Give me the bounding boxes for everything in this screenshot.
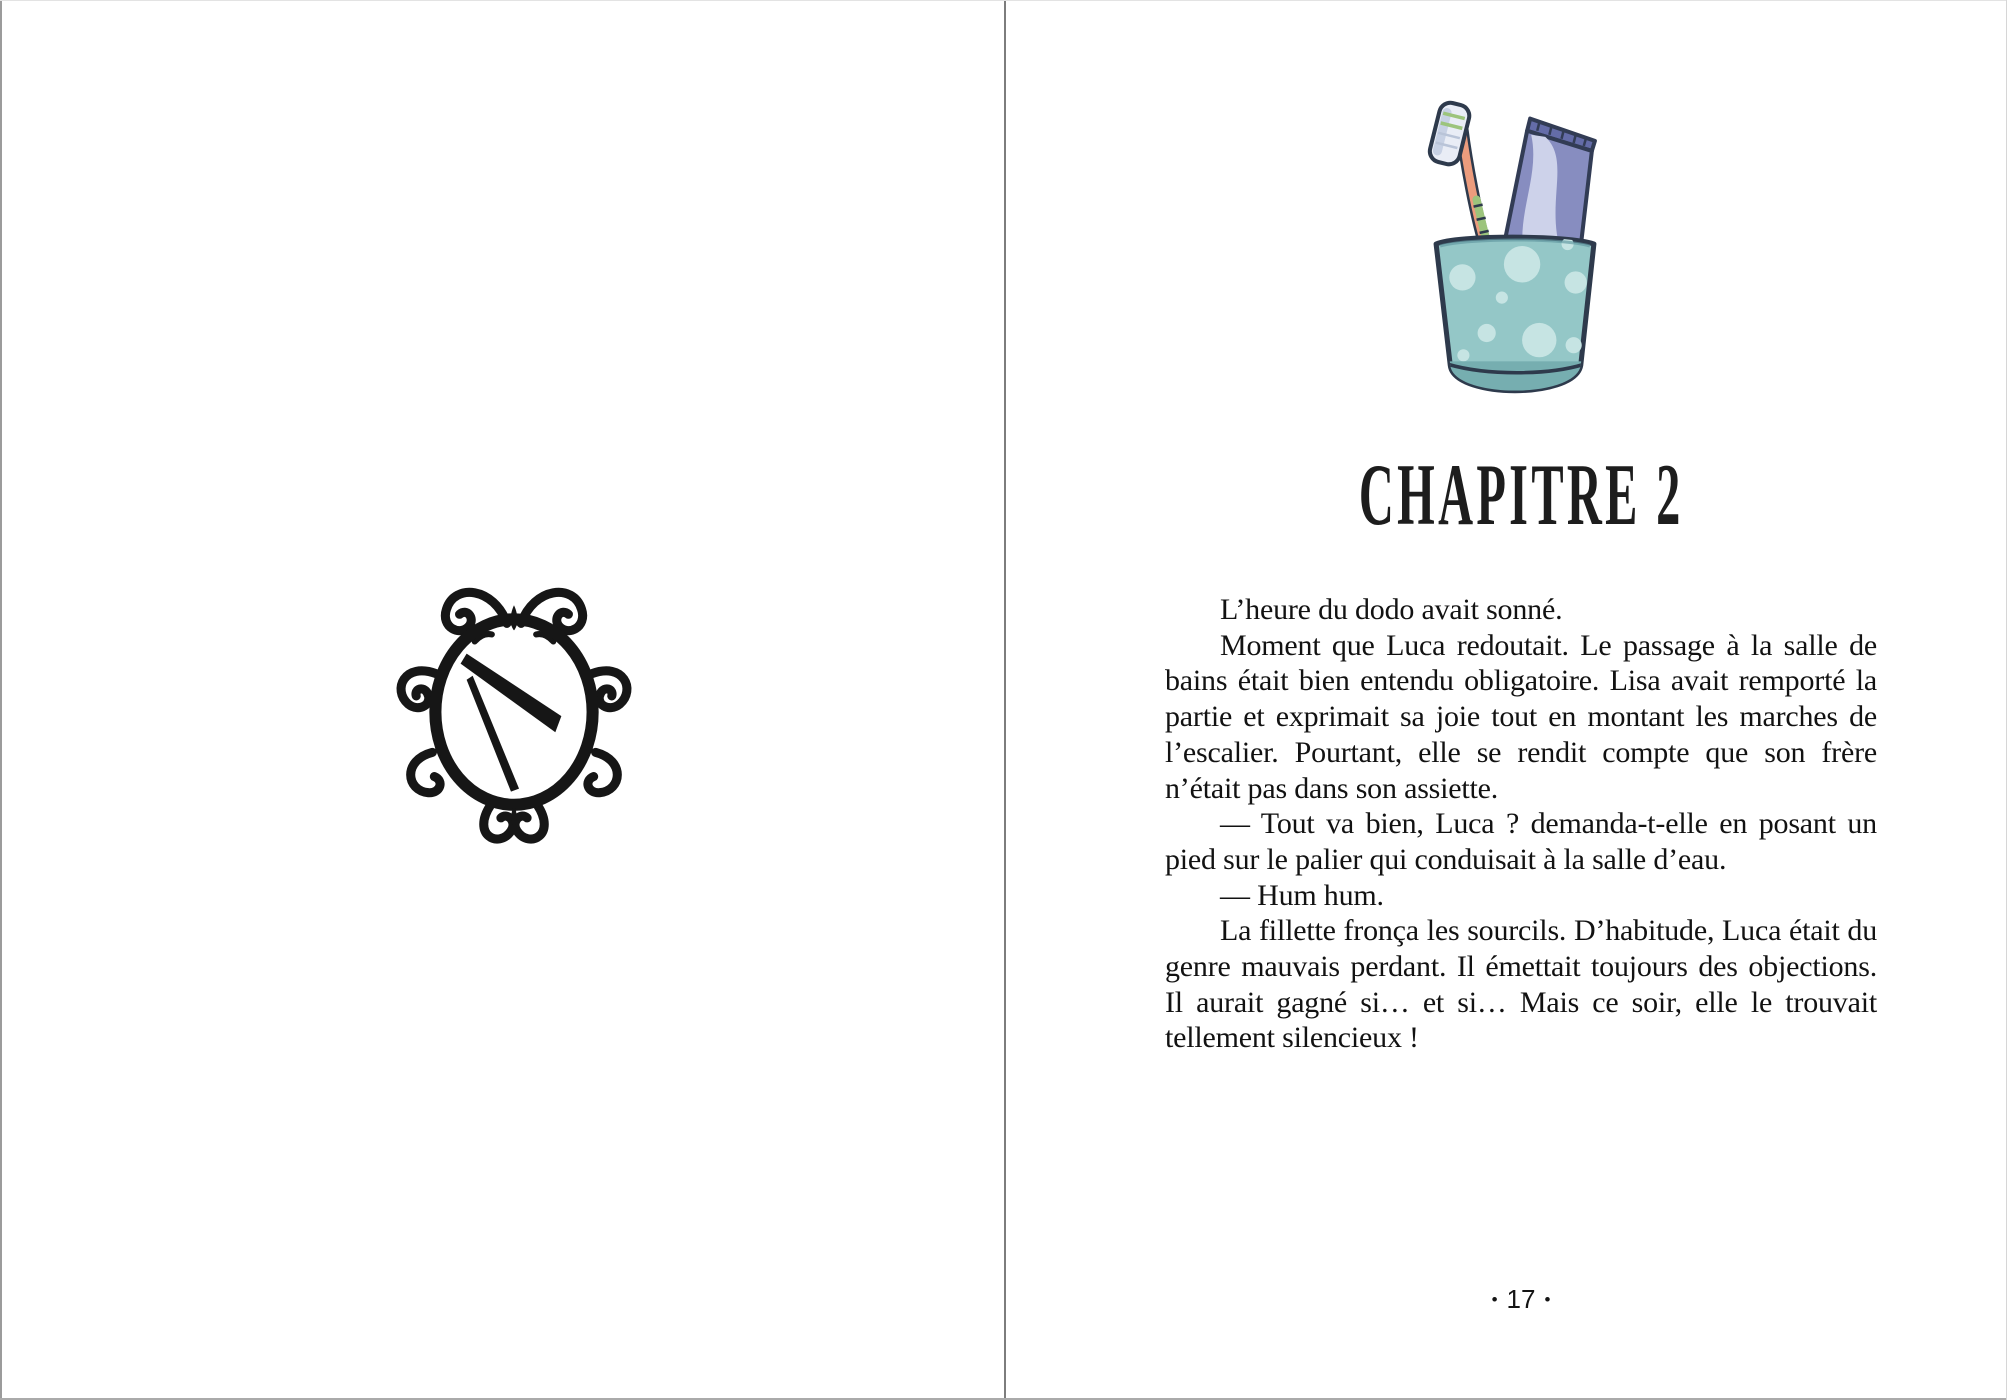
toothbrush-cup-icon — [1426, 90, 1604, 394]
folio-bullet-left: • — [1491, 1289, 1498, 1309]
paragraph: La fillette fronça les sourcils. D’habitude, Luca était du genre mauvais perdant. Il émettait toujours des objections. Il aurait gagné si… et si… Mais ce soir, elle le trouvait tellement silencieux ! — [1165, 914, 1877, 1055]
page-divider — [1004, 0, 1006, 1400]
page-left — [2, 0, 1004, 1400]
paragraph: — Tout va bien, Luca ? demanda-t-elle en posant un pied sur le palier qui conduisait à la salle d’eau. — [1165, 807, 1877, 876]
chapter-heading — [1165, 447, 1877, 544]
folio-bullet-right: • — [1544, 1289, 1551, 1309]
page-number-folio — [1165, 1284, 1877, 1315]
paragraph: L’heure du dodo avait sonné. — [1220, 593, 1563, 626]
mirror-illustration — [388, 568, 640, 844]
page-border-top — [0, 0, 2007, 1]
cup-illustration — [1426, 90, 1604, 394]
mirror-icon — [388, 568, 640, 844]
page-number: 17 — [1506, 1284, 1536, 1314]
chapter-heading-text: CHAPITRE 2 — [1358, 447, 1684, 544]
paragraph: Moment que Luca redoutait. Le passage à la salle de bains était bien entendu obligatoire. Lisa avait remporté la partie et exprimait sa joie tout en montant les marches de l’escalier. Pourtant, elle se rendit compte que son frère n’était pas dans son assiette. — [1165, 628, 1877, 805]
paragraph: — Hum hum. — [1220, 878, 1384, 912]
chapter-body-text — [1165, 592, 1877, 1056]
page-border-left — [0, 0, 2, 1400]
